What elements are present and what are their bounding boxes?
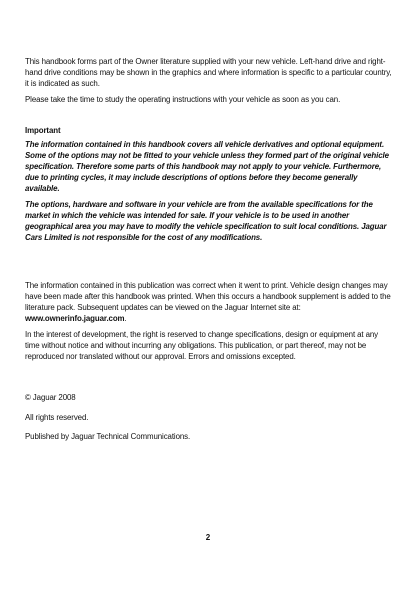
- owner-info-url: www.ownerinfo.jaguar.com: [25, 314, 125, 323]
- publisher-line: Published by Jaguar Technical Communications.: [25, 432, 191, 441]
- info-paragraph-1-text: The information contained in this publication was correct when it went to print. Vehicle design changes may have been made after this handbook was printed. When this occurs a handbook supplement is added to the literature pack. Subsequent updates can be viewed on the Jaguar Internet site at:: [25, 281, 391, 312]
- intro-paragraph-1: This handbook forms part of the Owner literature supplied with your new vehicle. Left-hand drive and right-hand drive conditions may be shown in the graphics and where information is specific to a particular country, it is indicated as such.: [25, 57, 392, 88]
- intro-paragraph-2: Please take the time to study the operating instructions with your vehicle as soon as you can.: [25, 94, 341, 104]
- important-paragraph-1: The information contained in this handbook covers all vehicle derivatives and optional equipment. Some of the options may not be fitted to your vehicle unless they formed part of the original vehicle specification. Therefore some parts of this handbook may not apply to your vehicle. Furthermore, due to printing cycles, it may include descriptions of options before they become generally available.: [25, 140, 389, 193]
- page-number: 2: [205, 533, 211, 542]
- rights-reserved-line: All rights reserved.: [25, 412, 89, 422]
- intro-section: [25, 56, 393, 109]
- copyright-section: [25, 392, 393, 451]
- copyright-line: © Jaguar 2008: [25, 393, 76, 402]
- info-paragraph-1-end: .: [124, 314, 127, 323]
- important-section: [25, 125, 393, 247]
- info-paragraph-1: [25, 280, 393, 324]
- important-paragraph-2: The options, hardware and software in your vehicle are from the available specifications for the market in which the vehicle was intended for sale. If your vehicle is to be used in another geographical area you may have to modify the vehicle specification to suit local conditions. Jaguar Cars Limited is not responsible for the cost of any modifications.: [25, 199, 387, 242]
- important-heading: Important: [25, 126, 61, 135]
- info-paragraph-2: In the interest of development, the right is reserved to change specifications, design or equipment at any time without notice and without incurring any obligations. This publication, or part thereof, may not be reproduced nor translated without our approval. Errors and omissions excepted.: [25, 329, 379, 361]
- publication-info-section: [25, 280, 393, 366]
